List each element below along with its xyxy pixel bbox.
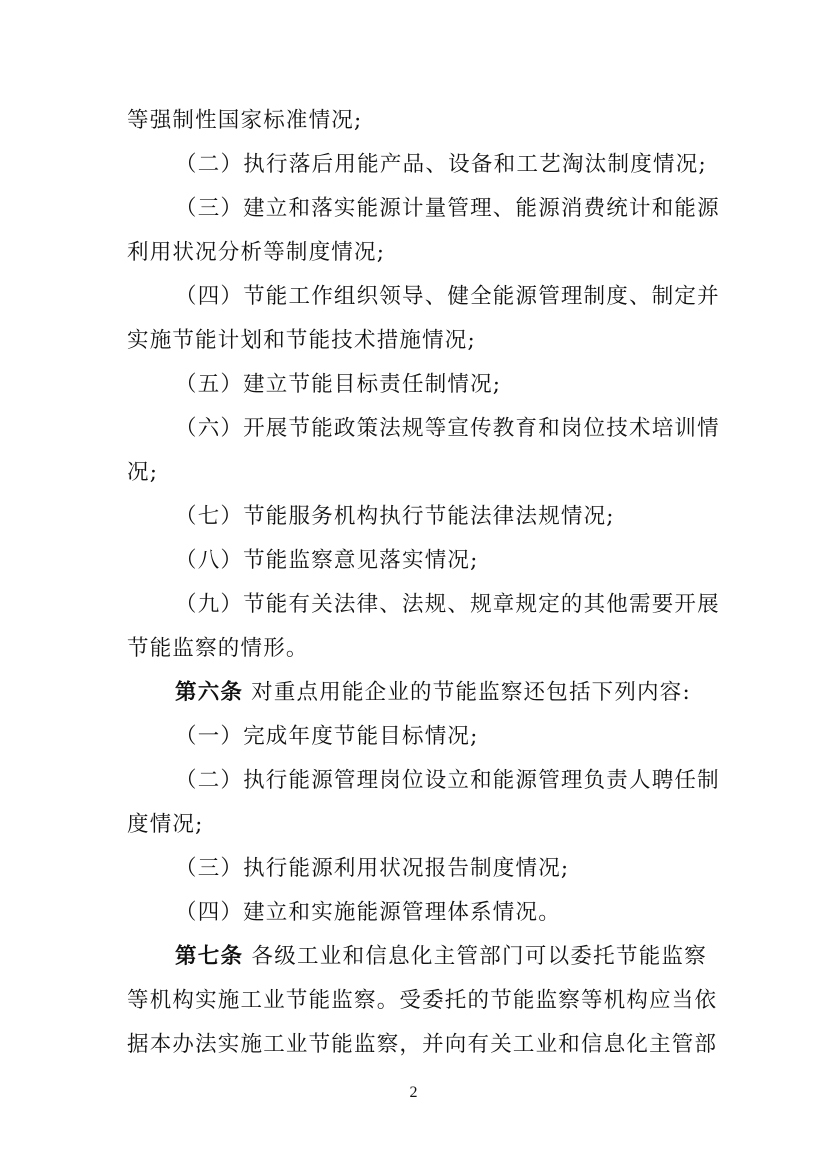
list-item: （二）执行能源管理岗位设立和能源管理负责人聘任制: [175, 768, 720, 793]
page-number: 2: [409, 1084, 418, 1101]
list-item: （四）建立和实施能源管理体系情况。: [175, 900, 561, 925]
list-item: （三）建立和落实能源计量管理、能源消费统计和能源: [175, 196, 720, 221]
list-item: （六）开展节能政策法规等宣传教育和岗位技术培训情: [175, 416, 720, 441]
list-item: （三）执行能源利用状况报告制度情况;: [175, 856, 570, 881]
body-line: 据本办法实施工业节能监察，并向有关工业和信息化主管部: [127, 1032, 718, 1057]
article-heading: 第六条: [175, 680, 244, 705]
article-heading: 第七条: [175, 944, 244, 969]
list-item: （五）建立节能目标责任制情况;: [175, 372, 502, 397]
body-line: 等机构实施工业节能监察。受委托的节能监察等机构应当依: [127, 988, 718, 1013]
list-item: （七）节能服务机构执行节能法律法规情况;: [175, 504, 615, 529]
body-line: 利用状况分析等制度情况;: [127, 240, 386, 265]
list-item: （八）节能监察意见落实情况;: [175, 548, 479, 573]
list-item: （一）完成年度节能目标情况;: [175, 724, 479, 749]
article-six-line: 第六条 对重点用能企业的节能监察还包括下列内容:: [175, 680, 691, 705]
list-item: （二）执行落后用能产品、设备和工艺淘汰制度情况;: [175, 152, 707, 177]
body-line: 等强制性国家标准情况;: [127, 108, 363, 133]
list-item: （四）节能工作组织领导、健全能源管理制度、制定并: [175, 284, 720, 309]
body-line: 实施节能计划和节能技术措施情况;: [127, 328, 476, 353]
body-line: 况;: [127, 460, 159, 485]
body-line: 度情况;: [127, 812, 204, 837]
list-item: （九）节能有关法律、法规、规章规定的其他需要开展: [175, 592, 720, 617]
body-line: 节能监察的情形。: [127, 636, 309, 661]
article-seven-line: 第七条 各级工业和信息化主管部门可以委托节能监察: [175, 944, 707, 969]
